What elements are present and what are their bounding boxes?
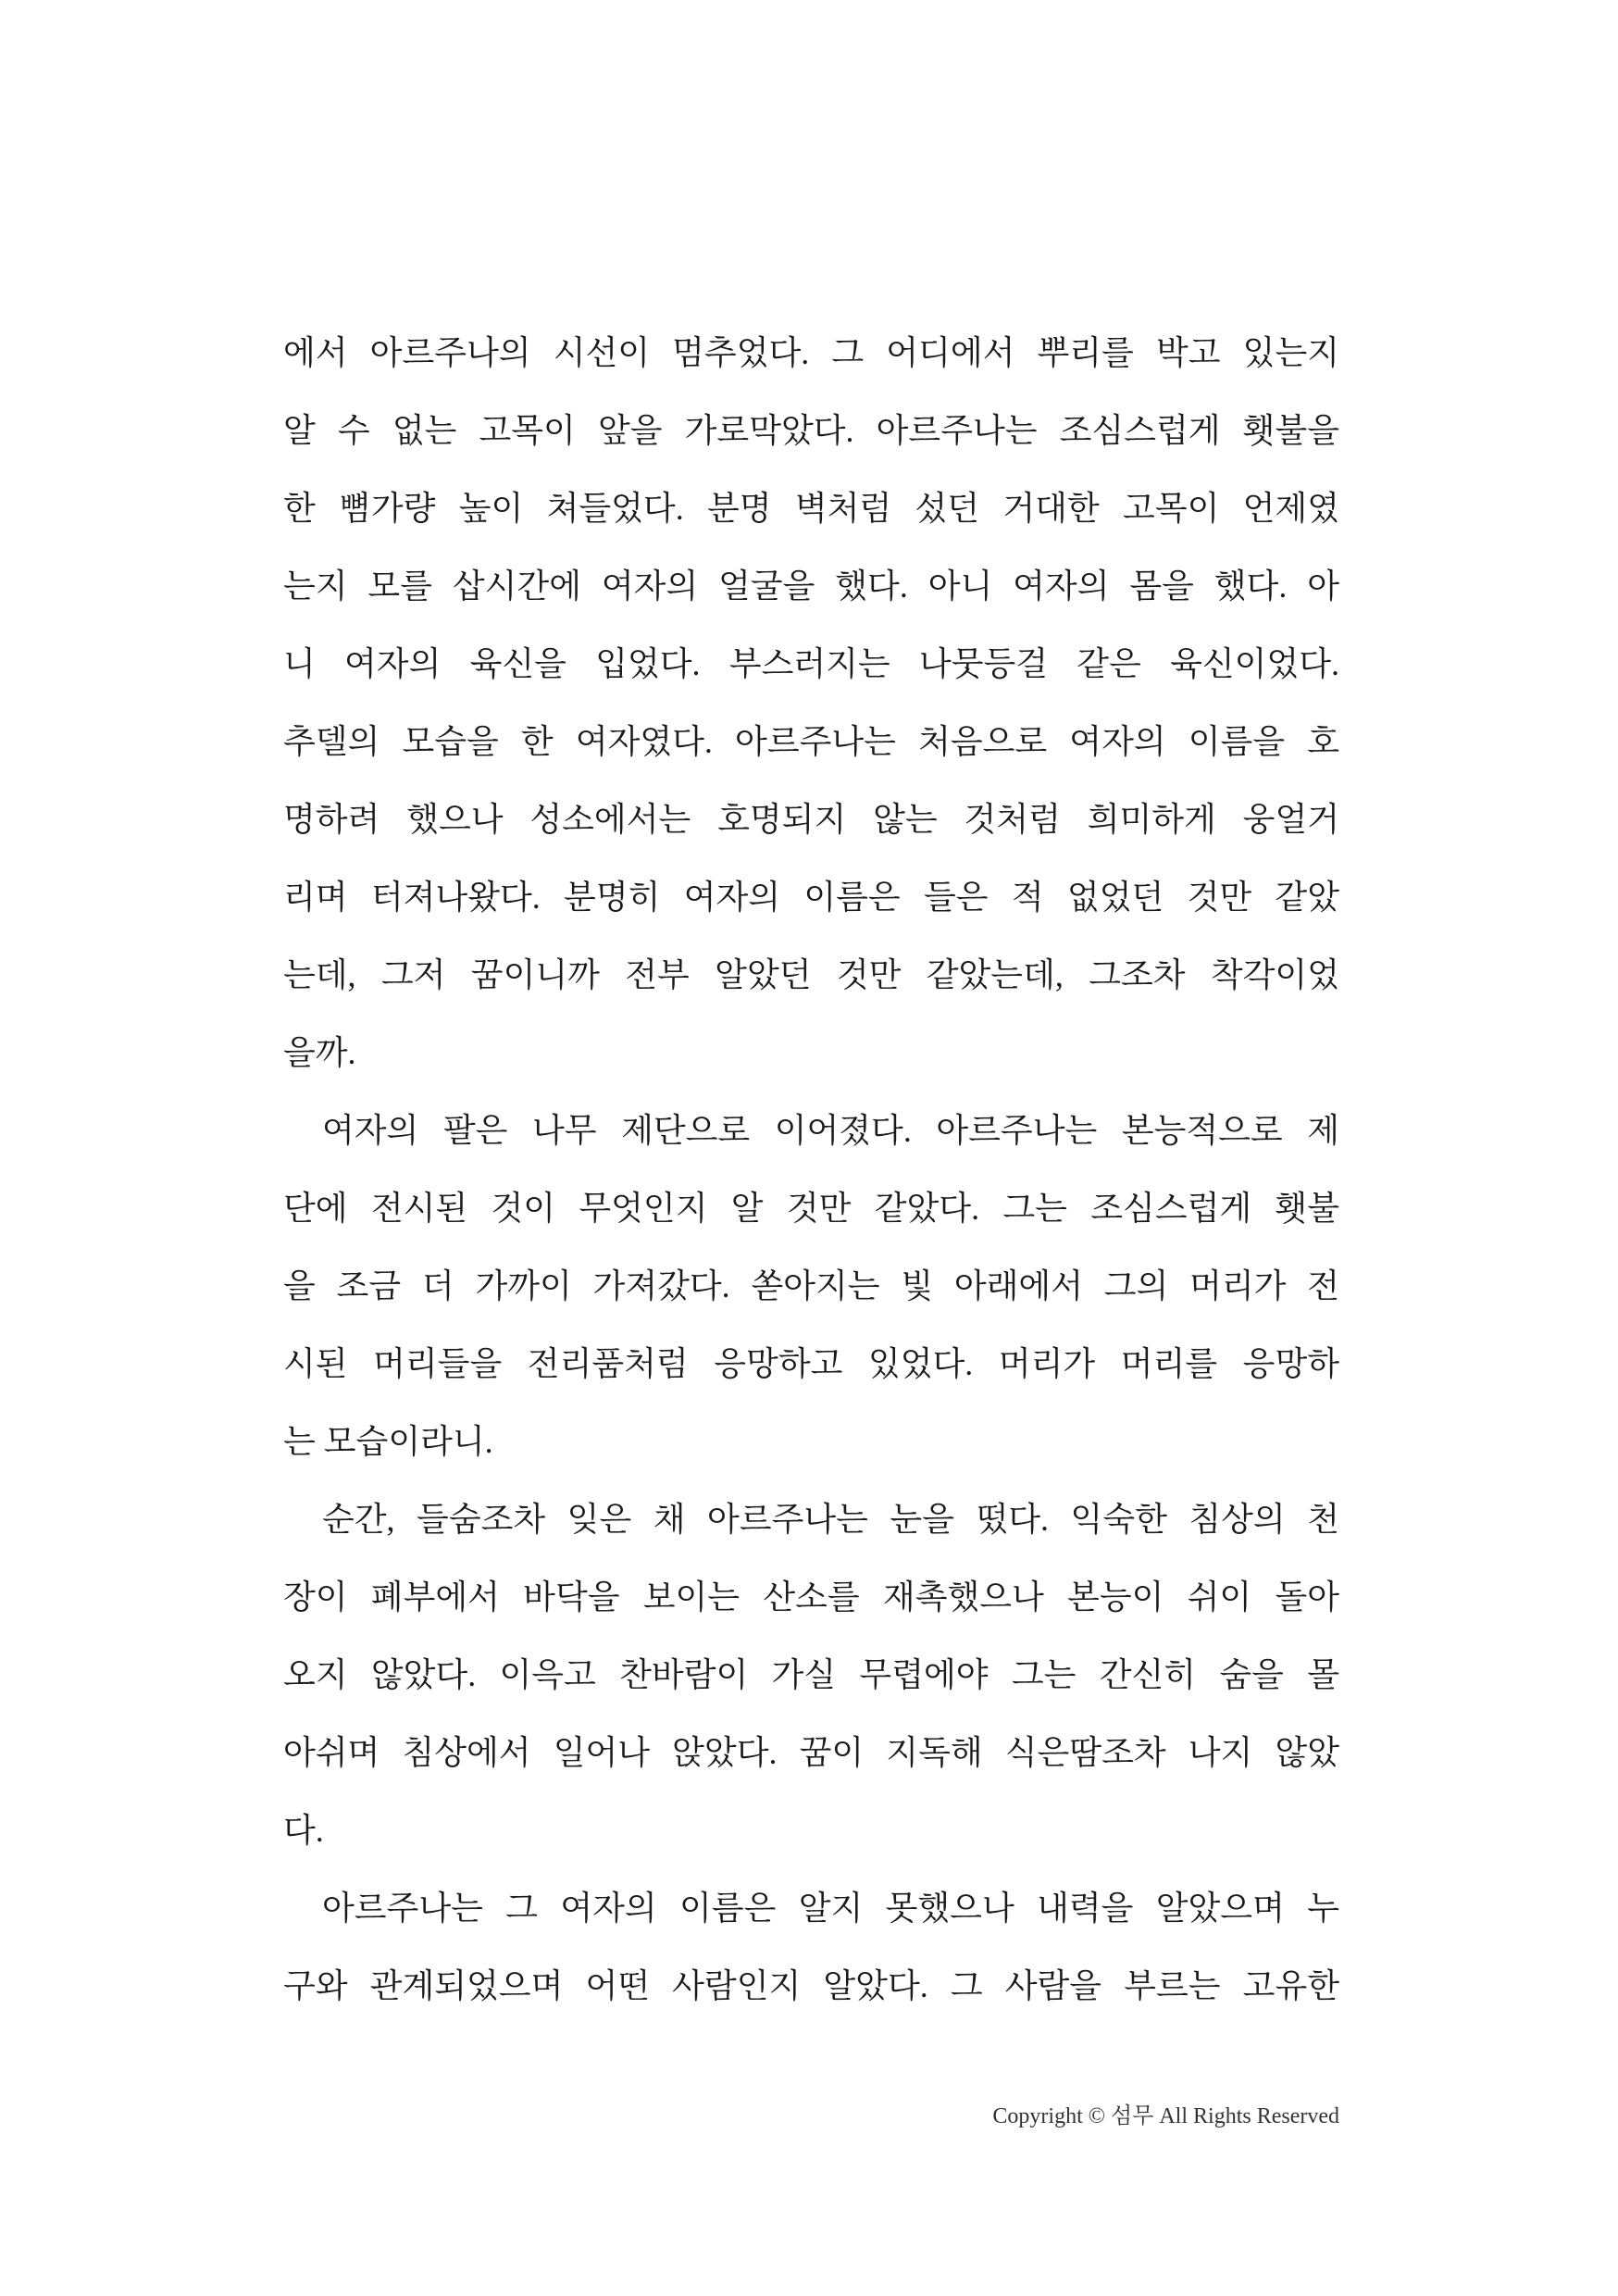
text-line: 는 모습이라니. [283,1423,493,1460]
text-line: 을 조금 더 가까이 가져갔다. 쏟아지는 빛 아래에서 그의 머리가 전 [283,1267,1339,1304]
copyright-footer: Copyright © 섬무 All Rights Reserved [992,2104,1339,2128]
text-line: 다. [283,1812,324,1849]
text-line: 순간, 들숨조차 잊은 채 아르주나는 눈을 떴다. 익숙한 침상의 천 [322,1501,1339,1538]
paragraph [283,314,1339,1092]
text-line: 는지 모를 삽시간에 여자의 얼굴을 했다. 아니 여자의 몸을 했다. 아 [283,568,1339,605]
text-line: 니 여자의 육신을 입었다. 부스러지는 나뭇등걸 같은 육신이었다. [283,645,1339,682]
text-line: 여자의 팔은 나무 제단으로 이어졌다. 아르주나는 본능적으로 제 [322,1112,1339,1149]
text-line: 아르주나는 그 여자의 이름은 알지 못했으나 내력을 알았으며 누 [322,1890,1339,1927]
text-line: 오지 않았다. 이윽고 찬바람이 가실 무렵에야 그는 간신히 숨을 몰 [283,1656,1339,1693]
text-line: 는데, 그저 꿈이니까 전부 알았던 것만 같았는데, 그조차 착각이었 [283,956,1339,993]
text-line: 단에 전시된 것이 무엇인지 알 것만 같았다. 그는 조심스럽게 횃불 [283,1190,1339,1227]
text-line: 구와 관계되었으며 어떤 사람인지 알았다. 그 사람을 부르는 고유한 [283,1967,1339,2004]
text-line: 장이 폐부에서 바닥을 보이는 산소를 재촉했으나 본능이 쉬이 돌아 [283,1578,1339,1616]
paragraph [283,1092,1339,1480]
body-text [283,314,1339,2025]
text-line: 명하려 했으나 성소에서는 호명되지 않는 것처럼 희미하게 웅얼거 [283,801,1339,838]
text-line: 한 뼘가량 높이 쳐들었다. 분명 벽처럼 섰던 거대한 고목이 언제였 [283,490,1339,527]
paragraph [283,1869,1339,2025]
text-line: 시된 머리들을 전리품처럼 응망하고 있었다. 머리가 머리를 응망하 [283,1345,1339,1382]
paragraph [283,1480,1339,1869]
text-line: 아쉬며 침상에서 일어나 앉았다. 꿈이 지독해 식은땀조차 나지 않았 [283,1734,1339,1771]
text-line: 에서 아르주나의 시선이 멈추었다. 그 어디에서 뿌리를 박고 있는지 [283,334,1339,371]
text-line: 을까. [283,1034,356,1071]
text-line: 추델의 모습을 한 여자였다. 아르주나는 처음으로 여자의 이름을 호 [283,723,1339,760]
text-line: 알 수 없는 고목이 앞을 가로막았다. 아르주나는 조심스럽게 횃불을 [283,412,1339,449]
text-line: 리며 터져나왔다. 분명히 여자의 이름은 들은 적 없었던 것만 같았 [283,879,1339,916]
